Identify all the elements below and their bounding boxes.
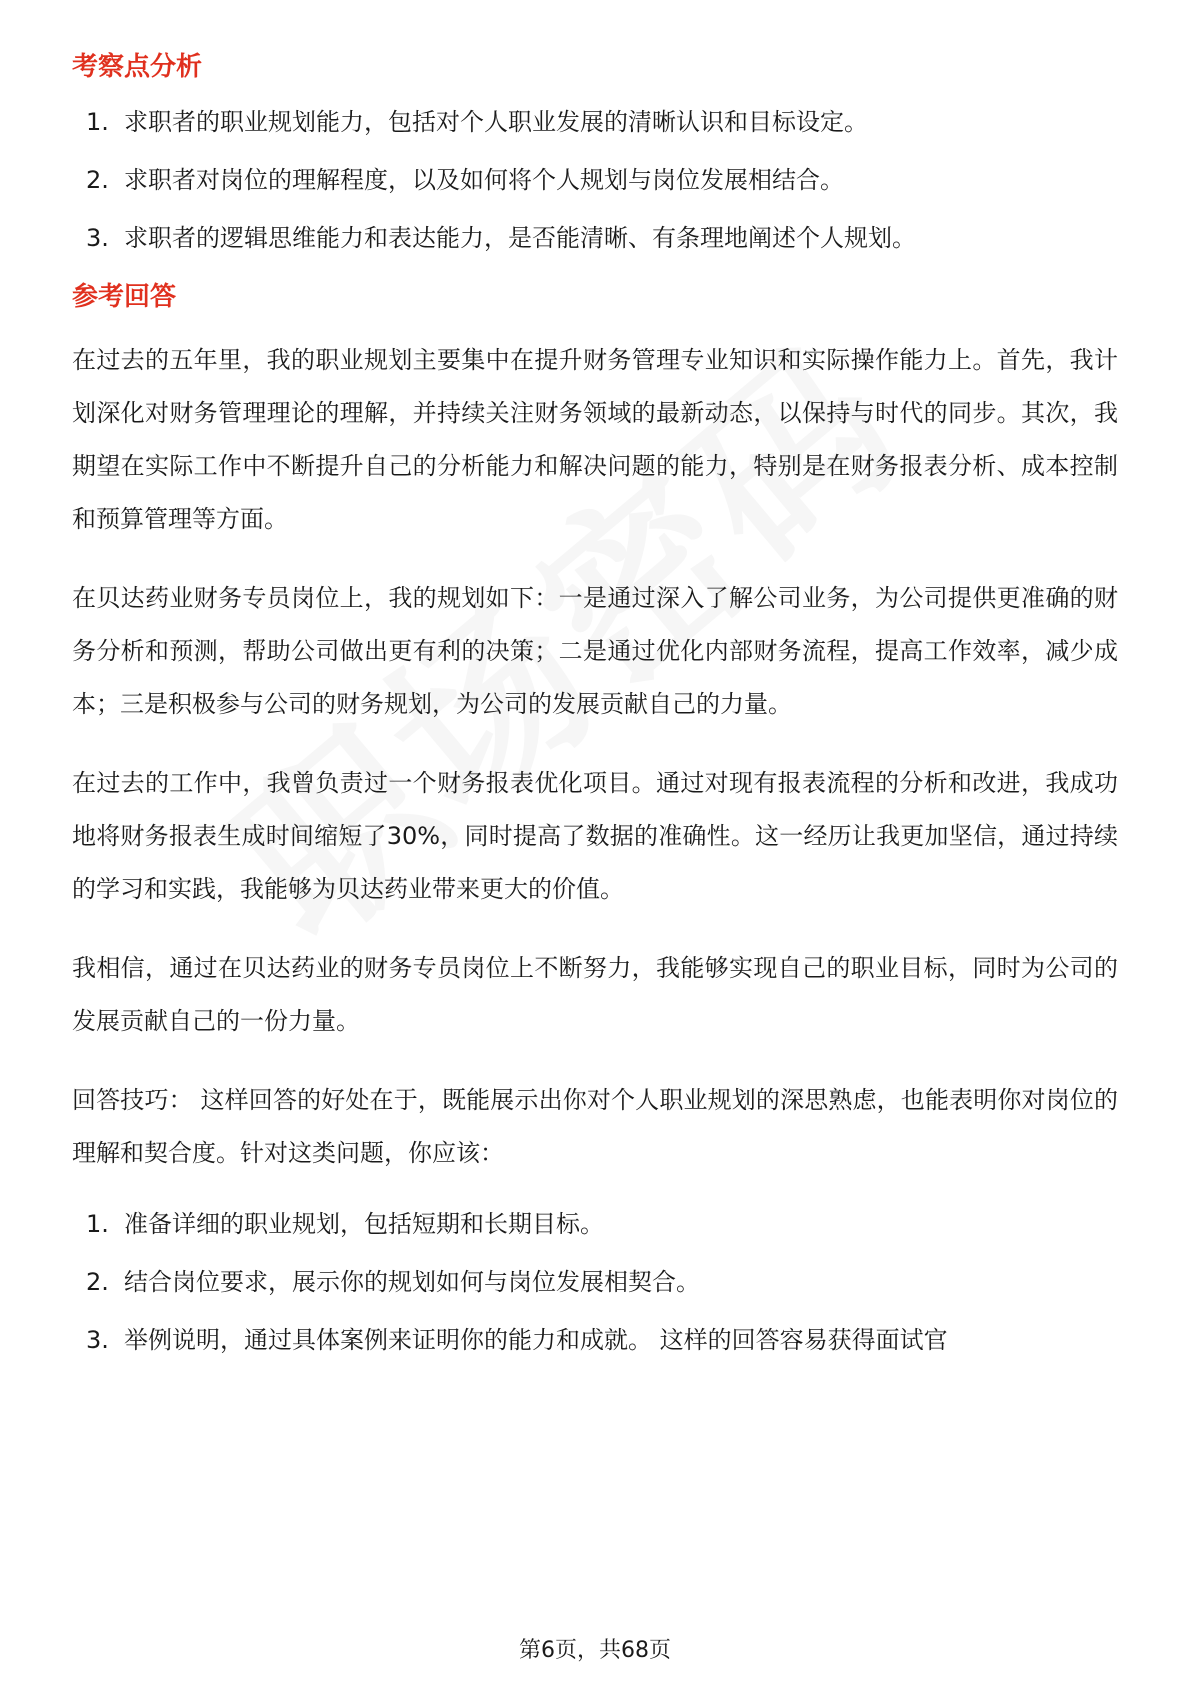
- list-item: [86, 1322, 1118, 1358]
- list-item: [86, 104, 1118, 140]
- answer-paragraph: 在过去的五年里，我的职业规划主要集中在提升财务管理专业知识和实际操作能力上。首先，我计划深化对财务管理理论的理解，并持续关注财务领域的最新动态，以保持与时代的同步。其次，我期望在实际工作中不断提升自己的分析能力和解决问题的能力，特别是在财务报表分析、成本控制和预算管理等方面。: [72, 346, 1118, 533]
- section-heading-analysis: 考察点分析: [72, 52, 203, 82]
- list-item-text: 结合岗位要求，展示你的规划如何与岗位发展相契合。: [124, 1268, 700, 1296]
- list-item: [86, 220, 1118, 256]
- list-item-number: 2.: [86, 166, 109, 194]
- section-heading-reference-answer: 参考回答: [72, 282, 177, 312]
- page-footer: [0, 1636, 1190, 1666]
- analysis-list: [72, 104, 1118, 256]
- answer-paragraph: 在贝达药业财务专员岗位上，我的规划如下：一是通过深入了解公司业务，为公司提供更准确的财务分析和预测，帮助公司做出更有利的决策；二是通过优化内部财务流程，提高工作效率，减少成本；三是积极参与公司的财务规划，为公司的发展贡献自己的力量。: [72, 584, 1118, 718]
- list-item: [86, 1264, 1118, 1300]
- tips-list: [72, 1206, 1118, 1358]
- list-item-number: 1.: [86, 108, 109, 136]
- tips-paragraph: 回答技巧： 这样回答的好处在于，既能展示出你对个人职业规划的深思熟虑，也能表明你对岗位的理解和契合度。针对这类问题，你应该：: [72, 1086, 1118, 1167]
- list-item-text: 准备详细的职业规划，包括短期和长期目标。: [124, 1210, 604, 1238]
- list-item-number: 1.: [86, 1210, 109, 1238]
- list-item-text: 求职者的职业规划能力，包括对个人职业发展的清晰认识和目标设定。: [124, 108, 868, 136]
- list-item-text: 求职者的逻辑思维能力和表达能力，是否能清晰、有条理地阐述个人规划。: [124, 224, 916, 252]
- answer-paragraph: 在过去的工作中，我曾负责过一个财务报表优化项目。通过对现有报表流程的分析和改进，我成功地将财务报表生成时间缩短了30%，同时提高了数据的准确性。这一经历让我更加坚信，通过持续的学习和实践，我能够为贝达药业带来更大的价值。: [72, 769, 1118, 903]
- answer-paragraph: 我相信，通过在贝达药业的财务专员岗位上不断努力，我能够实现自己的职业目标，同时为公司的发展贡献自己的一份力量。: [72, 954, 1118, 1035]
- list-item: [86, 162, 1118, 198]
- page-number: 第6页，共68页: [519, 1638, 671, 1663]
- list-item-number: 3.: [86, 224, 109, 252]
- list-item: [86, 1206, 1118, 1242]
- list-item-number: 2.: [86, 1268, 109, 1296]
- list-item-number: 3.: [86, 1326, 109, 1354]
- list-item-text: 求职者对岗位的理解程度，以及如何将个人规划与岗位发展相结合。: [124, 166, 844, 194]
- list-item-text: 举例说明，通过具体案例来证明你的能力和成就。 这样的回答容易获得面试官: [124, 1326, 948, 1354]
